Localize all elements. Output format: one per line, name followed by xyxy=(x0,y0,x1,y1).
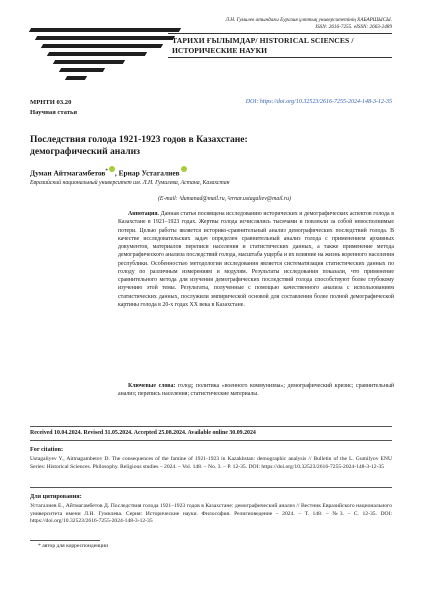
orcid-icon[interactable] xyxy=(109,166,115,172)
series-title-line2: ИСТОРИЧЕСКИЕ НАУКИ xyxy=(172,46,268,55)
keywords-text: голод; политика «военного коммунизма»; демографический кризис; сравнительный анализ; перепись населения; статистические материалы. xyxy=(118,383,395,398)
citation-ru-text: Устагалиев Е., Айтмагамбетов Д. Последствия голода 1921–1923 годов в Казахстане: демографический анализ // Вестник Евразийского национального университета имени Л.Н. Гумилева. Серия: Исторические науки. Философия. Религиоведение – 2024. – Т. 148. – №3. – С. 12-35. DOI: https://doi.org/10.32523/2616-7255-2024-148-3-12-35 xyxy=(30,503,392,525)
author-2: Ернар Устагалиев xyxy=(118,168,180,178)
journal-line: Л.Н. Гумилев атындағы Еуразия ұлттық университетінің ХАБАРШЫСЫ. xyxy=(225,17,392,23)
separator-dates-top xyxy=(30,426,392,427)
citation-en-text: Ustagaliyev Y., Aitmagambetov D. The consequences of the famine of 1921-1923 in Kazakhstan: demographic analysis // Bulletin of the L. Gumilyov ENU Series: Historical Sciences. Philosophy. Religious studies – 2024. – Vol. 148. – No. 3. – P. 12-35. DOI: https://doi.org/10.32523/2616-7255-2024-148-3-12-35 xyxy=(30,456,392,470)
author-1-mark: * xyxy=(105,169,108,174)
received-dates: Received 10.04.2024. Revised 31.05.2024. Accepted 25.08.2024. Available online 30.09.2024 xyxy=(30,430,256,436)
authors-line: Думан Айтмагамбетов* , Ернар Устагалиев xyxy=(30,166,187,177)
citation-en-label: For citation: xyxy=(30,446,64,453)
author-emails: (E-mail: ¹dumanad@mail.ru, ²ernar.ustagaliev@mail.ru) xyxy=(158,196,291,202)
keywords xyxy=(118,382,394,399)
keywords-label: Ключевые слова: xyxy=(128,383,176,389)
citation-ru-label: Для цитирования: xyxy=(30,493,82,500)
doi-link[interactable]: DOI: https://doi.org/10.32523/2616-7255-2024-148-3-12-35 xyxy=(245,99,392,105)
article-title-line2: демографический анализ xyxy=(30,146,140,157)
affiliation: Евразийский национальный университет им. Л.Н. Гумилева, Астана, Казахстан xyxy=(30,180,230,186)
issn-line: ISSN: 2616-7255. eISSN: 2663-2489 xyxy=(315,24,392,30)
mrnti-code: МРНТИ 03.20 xyxy=(30,99,72,106)
abstract-label: Аннотация. xyxy=(128,211,160,217)
separator-dates-bottom xyxy=(30,440,392,441)
article-type: Научная статья xyxy=(30,109,78,116)
orcid-icon[interactable] xyxy=(181,166,187,172)
header-rule-top xyxy=(168,33,392,34)
series-title-line1: ТАРИХИ ҒЫЛЫМДАР/ HISTORICAL SCIENCES / xyxy=(172,36,354,45)
header-rule-bottom xyxy=(168,57,392,58)
abstract-text: Данная статья посвящена исследованию исторических и демографических аспектов голода в Казахстане в 1921–1923 годах. Жертвы голода исчислялись тысячами и повлекли за собой невосполнимые потери. Целью работы является историко-сравнительный анализ демографических последствий голода. В качестве исследовательских задач определен сравнительный анализ голода с применением архивных документов, материалов переписи населения и статистических данных, а также применение метода демографического анализа последствий голода, масштаба ущерба и их влияние на жизнь коренного населения республики. Особенностью методологии исследования является систематизация статистических данных по голоду по различным измерениям и модулям. Результаты исследования показали, что применение сравнительного метода для изучения демографических последствий голода способствуют более глубокому изучению этой темы. Результаты, полученные с помощью качественного анализа с использованием статистических данных, послужили эмпирической основой для составления более полной демографической картины голода в 20-х годах XX века в Казахстане. xyxy=(118,211,394,308)
separator-citation xyxy=(30,487,392,488)
footnote-rule xyxy=(30,540,100,541)
article-title-line1: Последствия голода 1921-1923 годов в Казахстане: xyxy=(30,134,248,145)
footnote: * автор для корреспонденции xyxy=(38,543,109,549)
abstract xyxy=(118,210,394,309)
author-1: Думан Айтмагамбетов xyxy=(30,168,106,178)
